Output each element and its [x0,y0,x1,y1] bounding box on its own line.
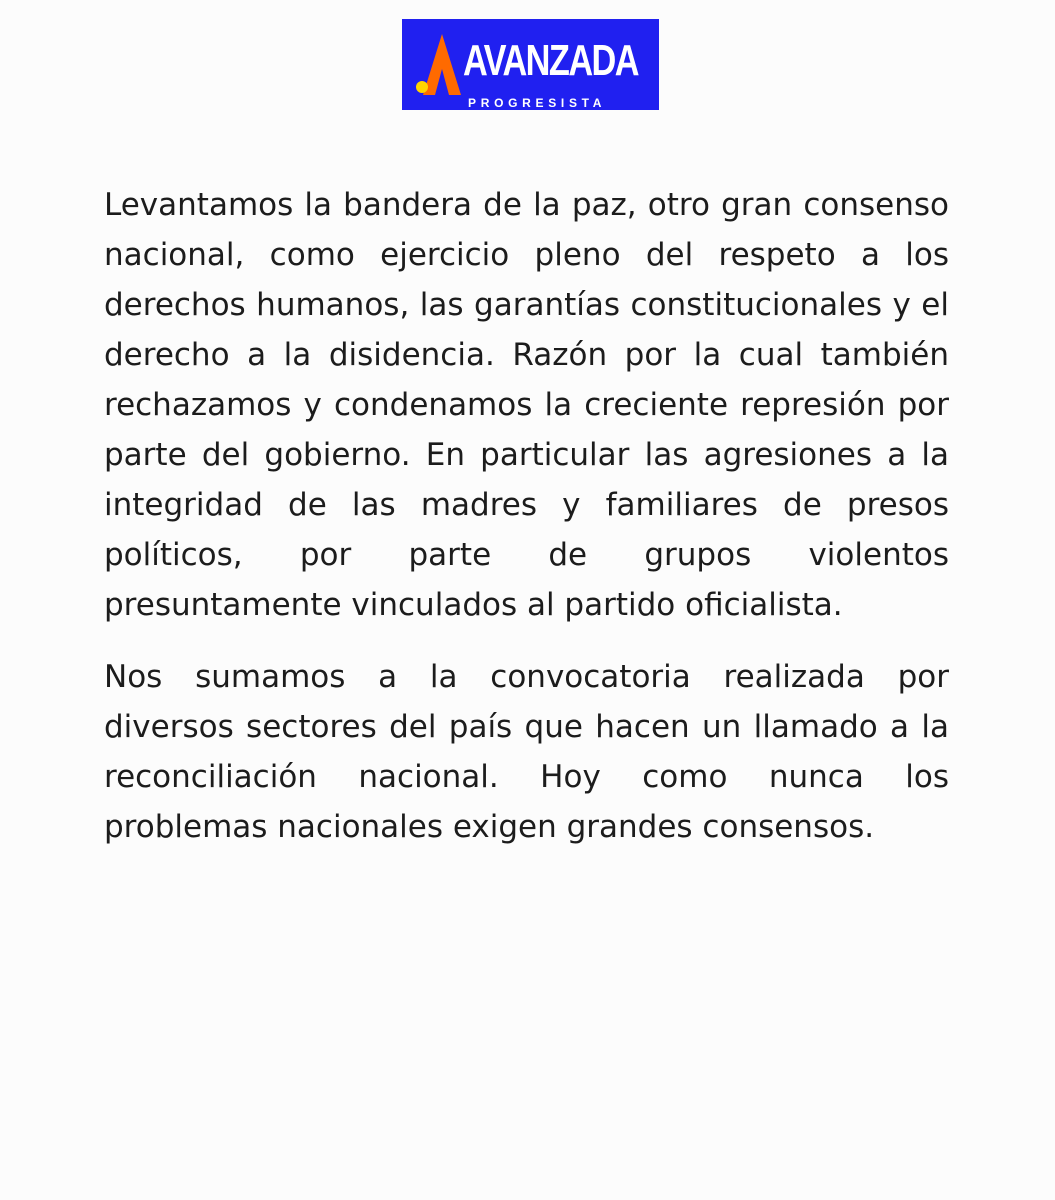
logo-triangle-icon [423,34,461,95]
statement-body [104,180,949,852]
logo-title: AVANZADA [463,36,639,85]
logo-dot-icon [416,81,428,93]
logo-subtitle: PROGRESISTA [468,96,607,110]
paragraph-1: Levantamos la bandera de la paz, otro gran consenso nacional, como ejercicio pleno del respeto a los derechos humanos, las garantías constitucionales y el derecho a la disidencia. Razón por la cual también rechazamos y condenamos la creciente represión por parte del gobierno. En particular las agresiones a la integridad de las madres y familiares de presos políticos, por parte de grupos violentos presuntamente vinculados al partido oficialista. [104,187,949,623]
avanzada-progresista-logo [402,19,659,110]
paragraph-2: Nos sumamos a la convocatoria realizada por diversos sectores del país que hacen un llamado a la reconciliación nacional. Hoy como nunca los problemas nacionales exigen grandes consensos. [104,659,949,845]
